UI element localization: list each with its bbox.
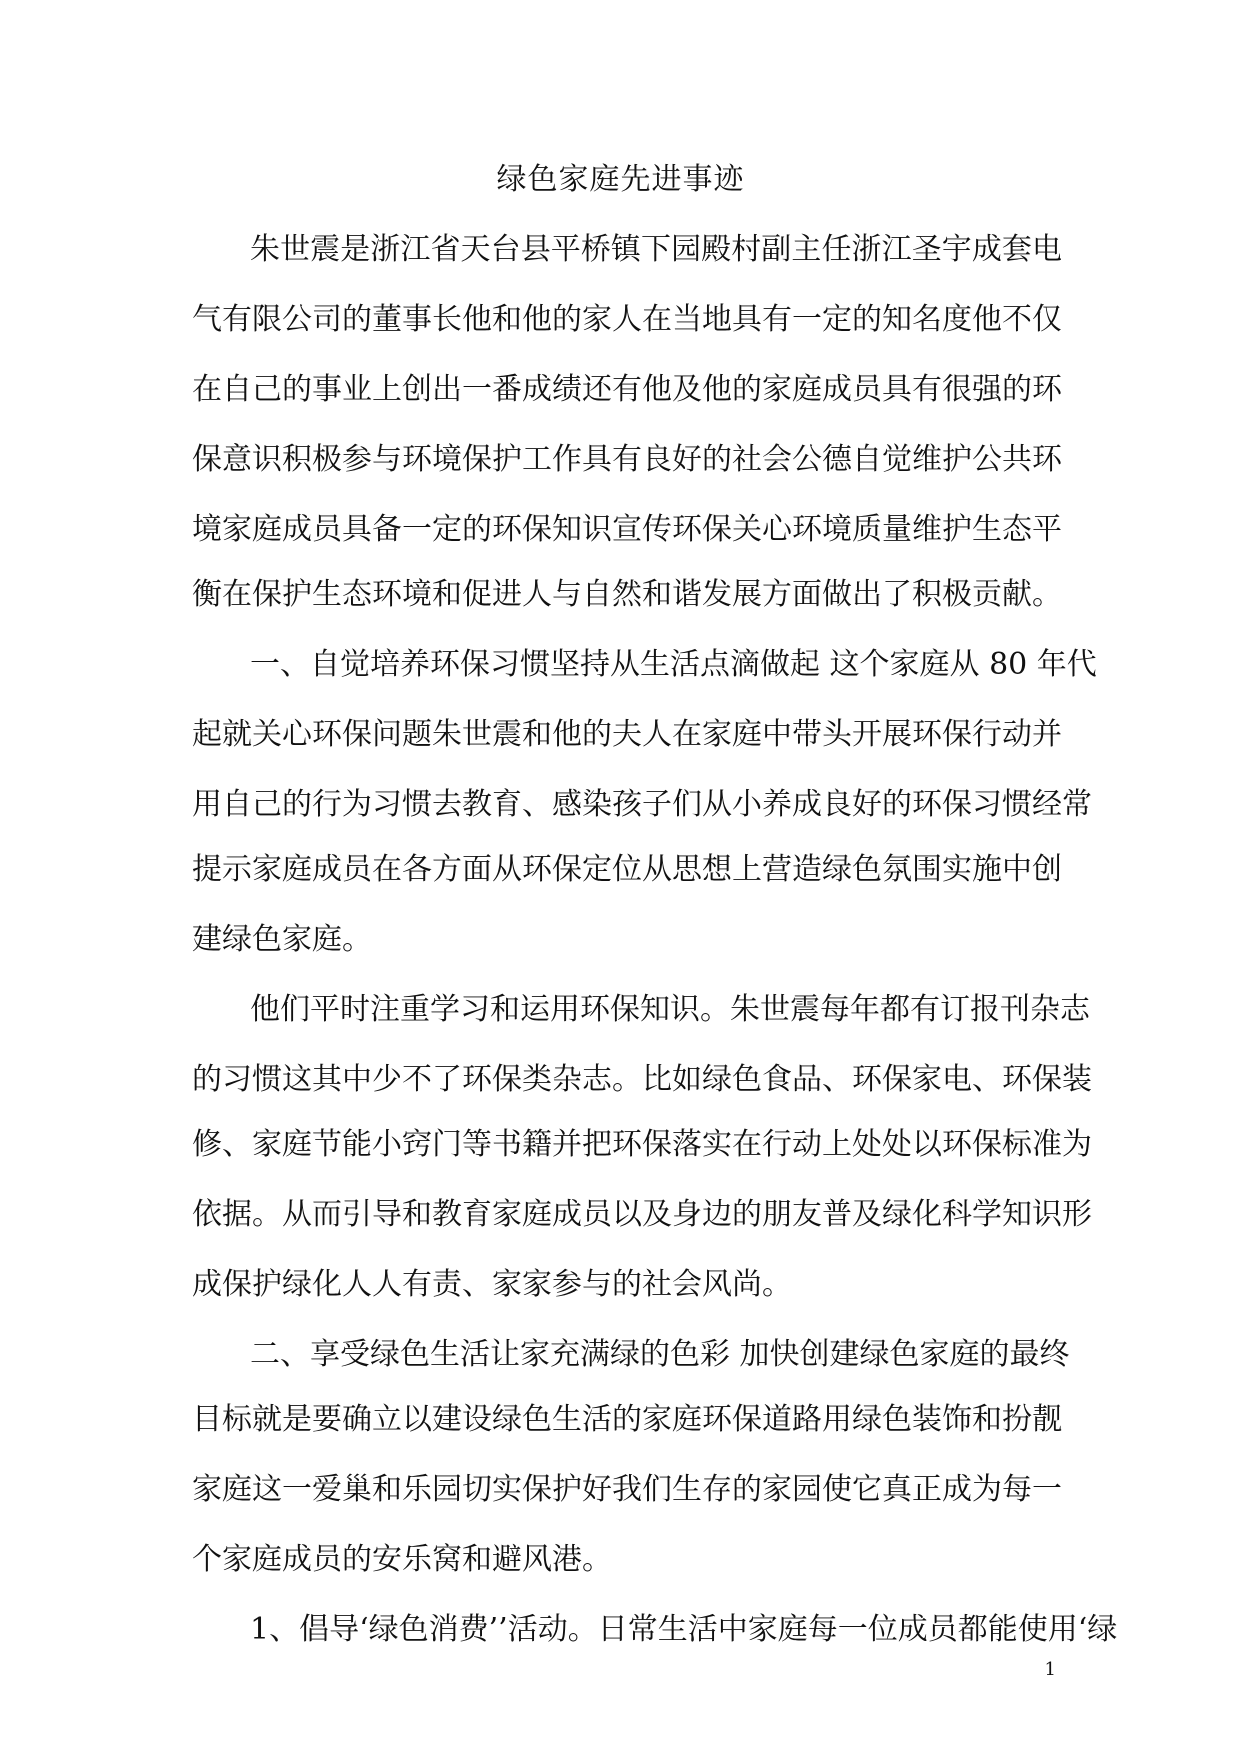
document-title: 绿色家庭先进事迹 xyxy=(496,162,745,197)
page-number: 1 xyxy=(1044,1659,1056,1680)
paragraph-3-line-5: 成保护绿化人人有责、家家参与的社会风尚。 xyxy=(192,1267,792,1302)
paragraph-4-line-2: 目标就是要确立以建设绿色生活的家庭环保道路用绿色装饰和扮靓 xyxy=(192,1402,1062,1437)
paragraph-2-line-5: 建绿色家庭。 xyxy=(192,922,372,957)
paragraph-2-line-3: 用自己的行为习惯去教育、感染孩子们从小养成良好的环保习惯经常 xyxy=(192,787,1092,822)
paragraph-1-line-6: 衡在保护生态环境和促进人与自然和谐发展方面做出了积极贡献。 xyxy=(192,577,1062,612)
paragraph-4-line-3: 家庭这一爱巢和乐园切实保护好我们生存的家园使它真正成为每一 xyxy=(192,1472,1062,1507)
paragraph-3-line-4: 依据。从而引导和教育家庭成员以及身边的朋友普及绿化科学知识形 xyxy=(192,1197,1092,1232)
paragraph-4-line-1: 二、享受绿色生活让家充满绿的色彩 加快创建绿色家庭的最终 xyxy=(250,1337,1070,1372)
paragraph-1-line-3: 在自己的事业上创出一番成绩还有他及他的家庭成员具有很强的环 xyxy=(192,372,1062,407)
paragraph-2-line-2: 起就关心环保问题朱世震和他的夫人在家庭中带头开展环保行动并 xyxy=(192,717,1062,752)
paragraph-2-line-1: 一、自觉培养环保习惯坚持从生活点滴做起 这个家庭从 80 年代 xyxy=(250,647,1097,682)
paragraph-1-line-2: 气有限公司的董事长他和他的家人在当地具有一定的知名度他不仅 xyxy=(192,302,1062,337)
paragraph-3-line-1: 他们平时注重学习和运用环保知识。朱世震每年都有订报刊杂志 xyxy=(250,992,1090,1027)
paragraph-1-line-5: 境家庭成员具备一定的环保知识宣传环保关心环境质量维护生态平 xyxy=(192,512,1062,547)
paragraph-4-line-4: 个家庭成员的安乐窝和避风港。 xyxy=(192,1542,612,1577)
paragraph-1-line-1: 朱世震是浙江省天台县平桥镇下园殿村副主任浙江圣宇成套电 xyxy=(250,232,1062,267)
paragraph-2-line-4: 提示家庭成员在各方面从环保定位从思想上营造绿色氛围实施中创 xyxy=(192,852,1062,887)
paragraph-1-line-4: 保意识积极参与环境保护工作具有良好的社会公德自觉维护公共环 xyxy=(192,442,1062,477)
paragraph-3-line-2: 的习惯这其中少不了环保类杂志。比如绿色食品、环保家电、环保装 xyxy=(192,1062,1092,1097)
paragraph-3-line-3: 修、家庭节能小窍门等书籍并把环保落实在行动上处处以环保标准为 xyxy=(192,1127,1092,1162)
paragraph-5-line-1: 1、倡导‘绿色消费’’活动。日常生活中家庭每一位成员都能使用‘绿 xyxy=(250,1612,1118,1647)
